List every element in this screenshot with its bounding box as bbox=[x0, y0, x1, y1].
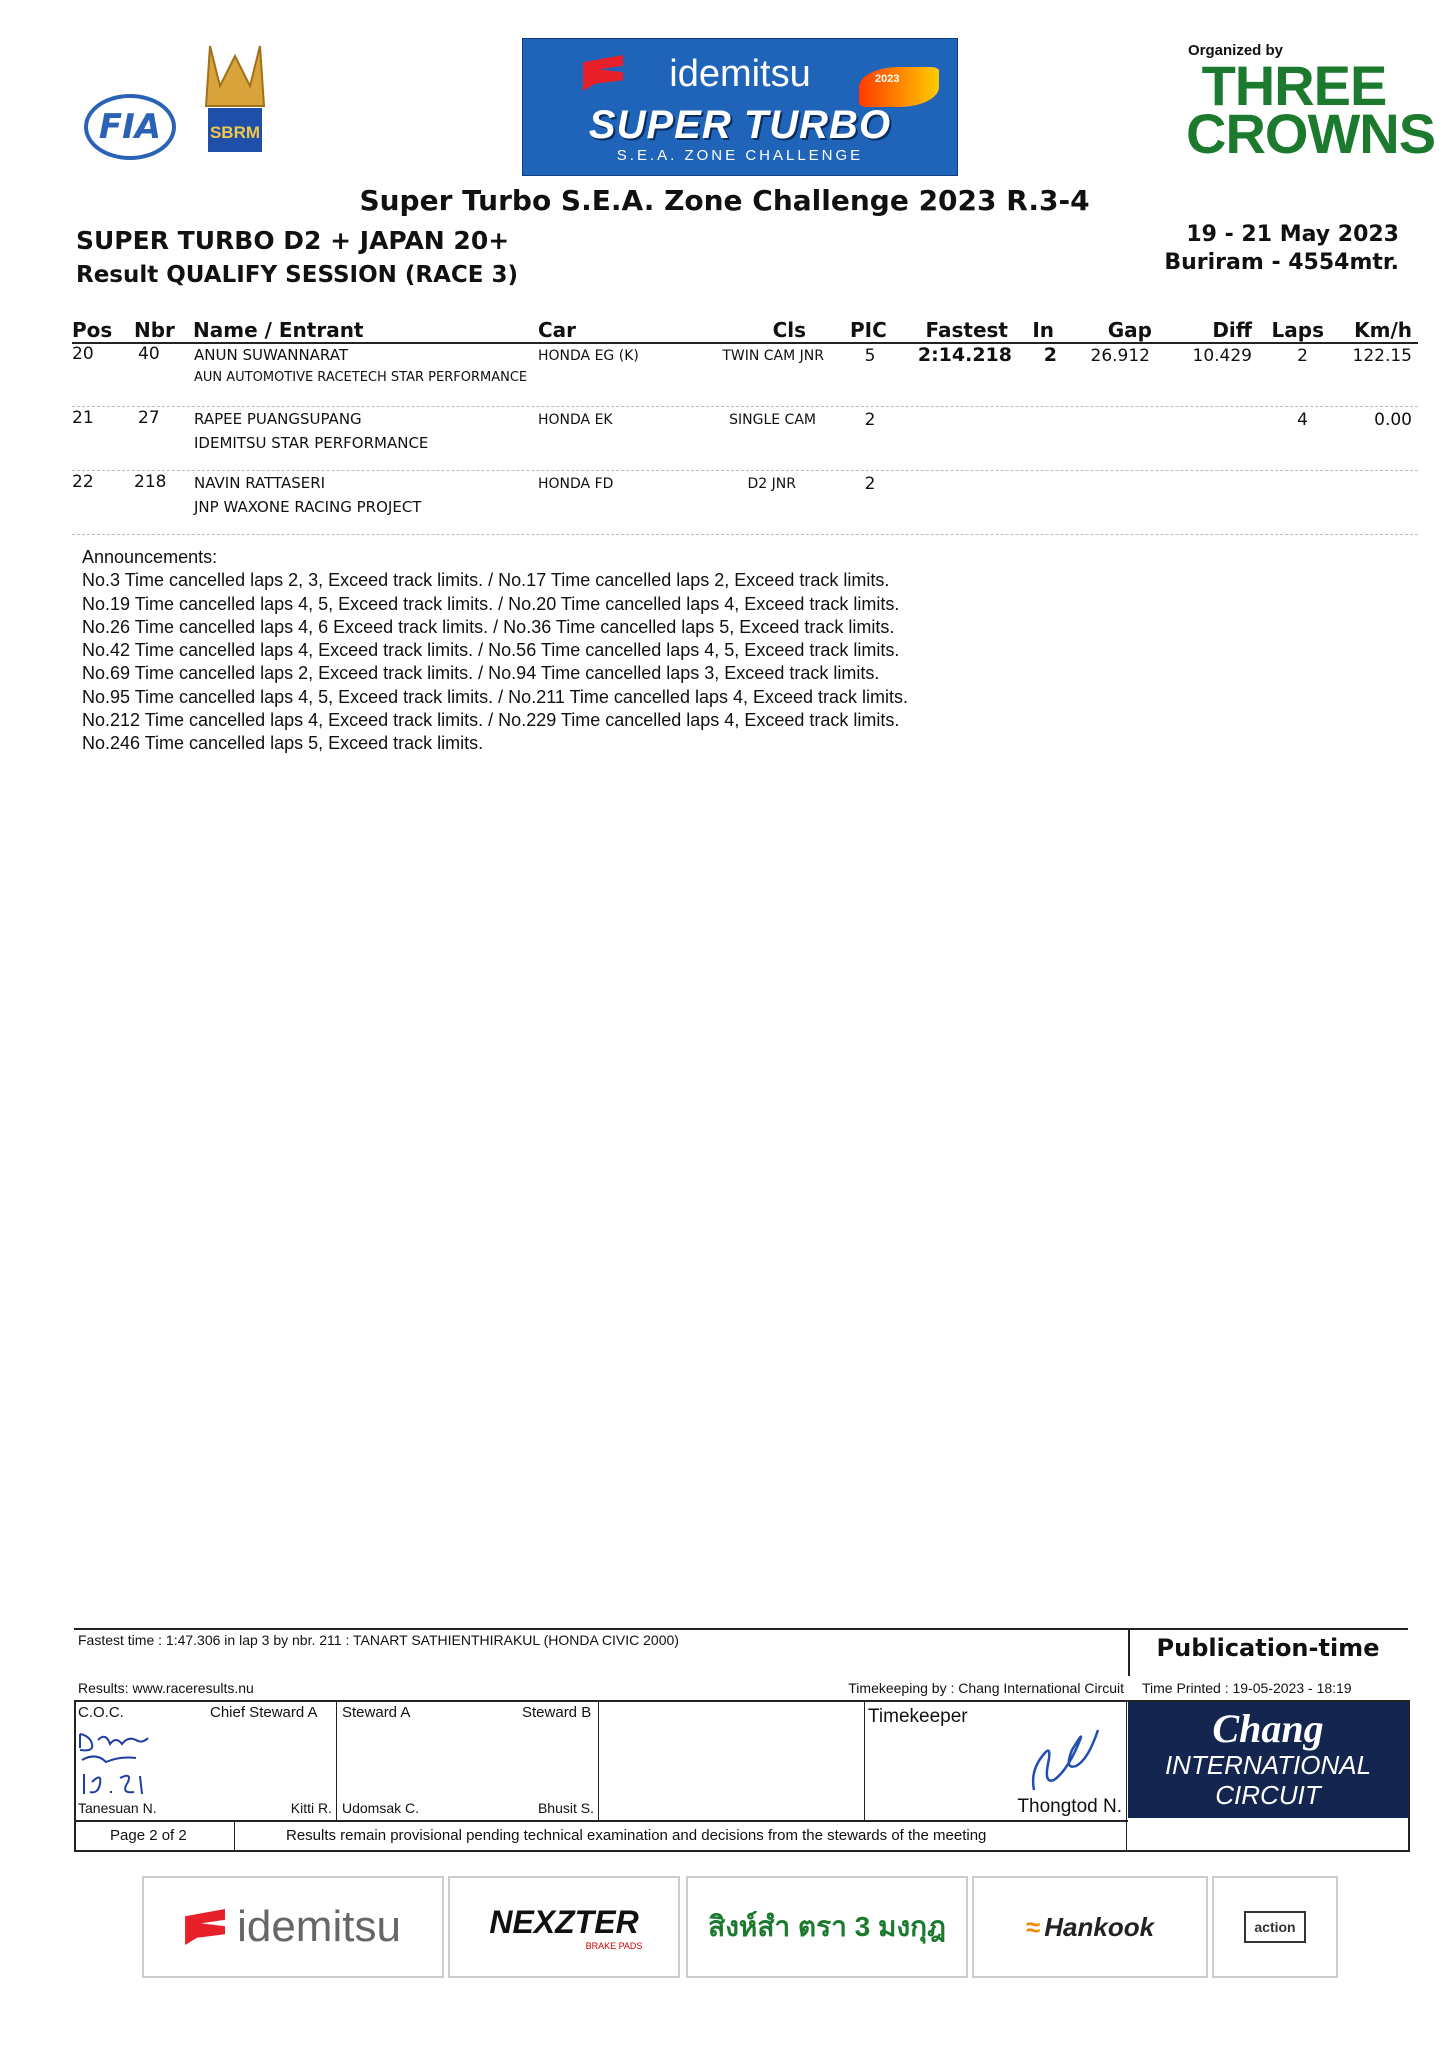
announcement-line: No.19 Time cancelled laps 4, 5, Exceed track limits. / No.20 Time cancelled laps 4, Exceed track limits. bbox=[82, 593, 900, 614]
cell-nbr: 40 bbox=[138, 344, 160, 364]
event-date: 19 - 21 May 2023 bbox=[1186, 222, 1399, 247]
chief-steward-label: Chief Steward A bbox=[210, 1704, 318, 1721]
timekeeper-signature bbox=[1028, 1720, 1108, 1794]
cell-fastest: 2:14.218 bbox=[917, 344, 1012, 366]
cell-nbr: 27 bbox=[138, 408, 160, 428]
col-header-cls: Cls bbox=[772, 318, 806, 342]
cell-name: ANUN SUWANNARAT bbox=[194, 346, 348, 364]
col-header-laps: Laps bbox=[1271, 318, 1324, 342]
idemitsu-wing-icon bbox=[185, 1909, 225, 1945]
cell-pos: 22 bbox=[72, 472, 94, 492]
banner-zone-challenge: S.E.A. ZONE CHALLENGE bbox=[616, 147, 864, 164]
timekeeping-note: Timekeeping by : Chang International Circuit bbox=[848, 1680, 1124, 1696]
col-header-nbr: Nbr bbox=[134, 318, 175, 342]
sbrm-logo-text: SBRM bbox=[209, 123, 261, 142]
event-title: Super Turbo S.E.A. Zone Challenge 2023 R.3-4 bbox=[359, 184, 1090, 217]
coc-signature bbox=[76, 1722, 172, 1800]
timekeeper-label: Timekeeper bbox=[868, 1706, 968, 1727]
announcement-line: No.69 Time cancelled laps 2, Exceed track limits. / No.94 Time cancelled laps 3, Exceed track limits. bbox=[82, 663, 880, 684]
row-separator bbox=[72, 534, 1418, 535]
cell-pic: 2 bbox=[864, 474, 876, 494]
cell-cls: TWIN CAM JNR bbox=[722, 348, 824, 364]
chief-steward-name: Kitti R. bbox=[290, 1800, 332, 1816]
grid-divider bbox=[864, 1700, 865, 1822]
announcements-title: Announcements: bbox=[82, 547, 218, 567]
fastest-time-note: Fastest time : 1:47.306 in lap 3 by nbr. 211 : TANART SATHIENTHIRAKUL (HONDA CIVIC 2000) bbox=[78, 1632, 679, 1648]
publication-title: Publication-time bbox=[1156, 1634, 1380, 1662]
header-rule bbox=[72, 342, 1418, 344]
row-separator bbox=[72, 406, 1418, 407]
cell-cls: SINGLE CAM bbox=[729, 412, 816, 428]
super-turbo-banner bbox=[522, 38, 958, 176]
announcement-line: No.26 Time cancelled laps 4, 6 Exceed track limits. / No.36 Time cancelled laps 5, Exceed track limits. bbox=[82, 616, 895, 637]
sponsor-hankook: ≈ Hankook bbox=[972, 1876, 1208, 1978]
grid-divider bbox=[234, 1822, 235, 1852]
banner-super-turbo: SUPER TURBO bbox=[588, 103, 892, 147]
steward-a-name: Udomsak C. bbox=[342, 1800, 420, 1816]
sponsor-nexzter: NEXZTER BRAKE PADS bbox=[448, 1876, 680, 1978]
cell-entrant: AUN AUTOMOTIVE RACETECH STAR PERFORMANCE bbox=[194, 370, 528, 385]
signature-row-rule bbox=[74, 1820, 1128, 1822]
col-header-name: Name / Entrant bbox=[193, 318, 364, 342]
announcement-line: No.212 Time cancelled laps 4, Exceed track limits. / No.229 Time cancelled laps 4, Exceed track limits. bbox=[82, 710, 900, 731]
cell-nbr: 218 bbox=[134, 472, 167, 492]
page-number: Page 2 of 2 bbox=[110, 1827, 187, 1844]
col-header-fastest: Fastest bbox=[925, 318, 1008, 342]
cell-gap: 26.912 bbox=[1090, 346, 1150, 366]
col-header-gap: Gap bbox=[1107, 318, 1152, 342]
grid-divider bbox=[336, 1700, 337, 1822]
cell-laps: 4 bbox=[1297, 410, 1308, 430]
sponsor-idemitsu: idemitsu bbox=[142, 1876, 444, 1978]
results-url: Results: www.raceresults.nu bbox=[78, 1680, 254, 1696]
col-header-in: In bbox=[1032, 318, 1054, 342]
col-header-pos: Pos bbox=[72, 318, 113, 342]
coc-name: Tanesuan N. bbox=[78, 1800, 157, 1816]
session-title: Result QUALIFY SESSION (RACE 3) bbox=[76, 262, 519, 288]
cell-entrant: IDEMITSU STAR PERFORMANCE bbox=[194, 434, 429, 452]
cell-cls: D2 JNR bbox=[747, 476, 796, 492]
three-crowns-logo: THREE CROWNS bbox=[1186, 54, 1436, 165]
cell-laps: 2 bbox=[1297, 346, 1308, 366]
cell-kmh: 0.00 bbox=[1374, 410, 1412, 430]
time-printed: Time Printed : 19-05-2023 - 18:19 bbox=[1142, 1680, 1352, 1696]
banner-idemitsu: idemitsu bbox=[669, 53, 811, 95]
cell-pos: 21 bbox=[72, 408, 94, 428]
sponsor-three-crowns: สิงห์สำ ตรา 3 มงกุฎ bbox=[686, 1876, 968, 1978]
footer-top-rule bbox=[74, 1628, 1128, 1630]
announcement-line: No.95 Time cancelled laps 4, 5, Exceed track limits. / No.211 Time cancelled laps 4, Exceed track limits. bbox=[82, 686, 909, 707]
announcement-line: No.42 Time cancelled laps 4, Exceed track limits. / No.56 Time cancelled laps 4, 5, Exceed track limits. bbox=[82, 640, 900, 661]
event-venue: Buriram - 4554mtr. bbox=[1164, 250, 1399, 275]
cell-kmh: 122.15 bbox=[1352, 346, 1412, 366]
cell-car: HONDA FD bbox=[538, 476, 614, 492]
steward-a-label: Steward A bbox=[342, 1704, 411, 1721]
col-header-pic: PIC bbox=[850, 318, 887, 342]
cell-entrant: JNP WAXONE RACING PROJECT bbox=[194, 498, 422, 516]
class-title: SUPER TURBO D2 + JAPAN 20+ bbox=[76, 226, 510, 255]
cell-pic: 5 bbox=[864, 346, 876, 366]
col-header-car: Car bbox=[538, 318, 577, 342]
announcement-line: No.3 Time cancelled laps 2, 3, Exceed track limits. / No.17 Time cancelled laps 2, Exceed track limits. bbox=[82, 570, 890, 591]
banner-year: 2023 bbox=[875, 73, 900, 85]
fia-logo: FIA bbox=[84, 94, 176, 160]
grid-divider bbox=[1126, 1700, 1127, 1852]
provisional-note: Results remain provisional pending technical examination and decisions from the stewards of the meeting bbox=[286, 1827, 987, 1844]
col-header-kmh: Km/h bbox=[1354, 318, 1412, 342]
cell-name: NAVIN RATTASERI bbox=[194, 474, 326, 492]
cell-in: 2 bbox=[1043, 344, 1057, 366]
announcements bbox=[82, 546, 908, 756]
col-header-diff: Diff bbox=[1212, 318, 1252, 342]
coc-label: C.O.C. bbox=[78, 1704, 124, 1721]
chang-circuit-logo: Chang INTERNATIONAL CIRCUIT bbox=[1128, 1702, 1408, 1818]
cell-pic: 2 bbox=[864, 410, 876, 430]
cell-pos: 20 bbox=[72, 344, 94, 364]
sponsor-action: action bbox=[1212, 1876, 1338, 1978]
cell-car: HONDA EG (K) bbox=[538, 348, 639, 364]
timekeeper-name: Thongtod N. bbox=[1017, 1796, 1122, 1817]
announcement-line: No.246 Time cancelled laps 5, Exceed track limits. bbox=[82, 733, 484, 754]
steward-b-name: Bhusit S. bbox=[537, 1800, 594, 1816]
cell-car: HONDA EK bbox=[538, 412, 613, 428]
hankook-mark-icon: ≈ bbox=[1025, 1911, 1041, 1942]
organized-by-label: Organized by bbox=[1188, 42, 1284, 59]
cell-diff: 10.429 bbox=[1192, 346, 1252, 366]
sbrm-logo bbox=[202, 46, 268, 160]
cell-name: RAPEE PUANGSUPANG bbox=[194, 410, 362, 428]
steward-b-label: Steward B bbox=[522, 1704, 592, 1721]
grid-divider bbox=[598, 1700, 599, 1822]
row-separator bbox=[72, 470, 1418, 471]
